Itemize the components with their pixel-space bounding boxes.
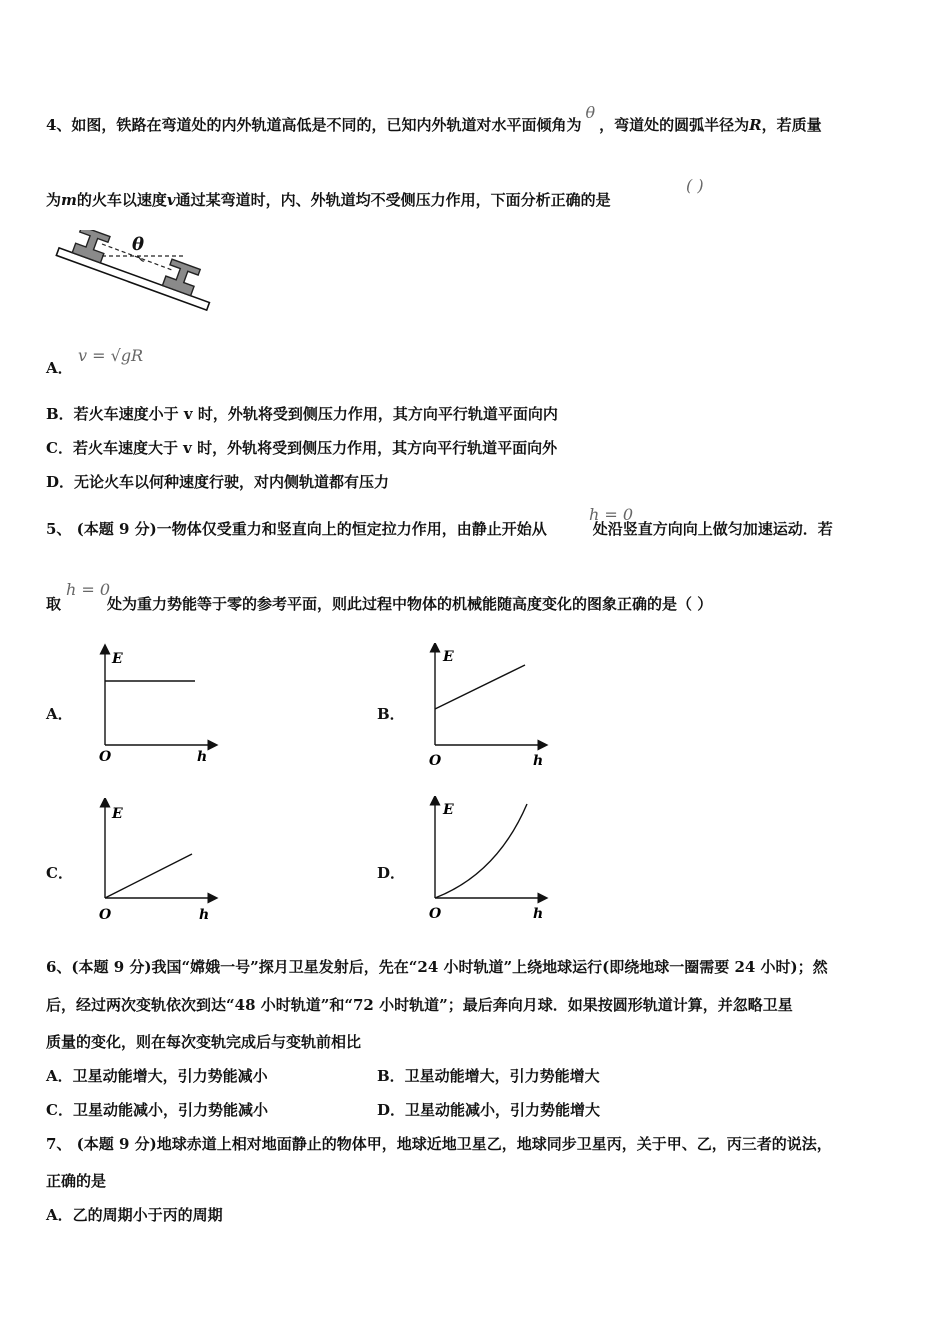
q6-stem-line1: 6、(本题 9 分)我国“嫦娥一号”探月卫星发射后，先在“24 小时轨道”上绕地球运行(即绕地球一圈需要 24 小时)；然: [46, 958, 828, 976]
q5-option-d-label[interactable]: D．: [377, 864, 406, 882]
x-axis-label: h: [533, 906, 544, 922]
energy-curve: [105, 854, 192, 898]
x-axis-label: h: [197, 749, 208, 765]
q4-answer-paren: ( ): [686, 176, 704, 195]
q5-text: 处沿竖直方向向上做匀加速运动．若: [592, 520, 833, 538]
q6-option-a[interactable]: A．卫星动能增大，引力势能减小: [46, 1067, 268, 1085]
q5-text: 处为重力势能等于零的参考平面，则此过程中物体的机械能随高度变化的图象正确的是（ ）: [107, 595, 713, 613]
q6-stem-line3: 质量的变化，则在每次变轨完成后与变轨前相比: [46, 1033, 362, 1051]
radius-symbol: R: [749, 116, 762, 134]
angle-arc: [138, 256, 144, 261]
h-zero-expression: h = 0: [66, 580, 111, 599]
q7-stem-line1: 7、 (本题 9 分)地球赤道上相对地面静止的物体甲，地球近地卫星乙，地球同步卫星丙，关于甲、乙，丙三者的说法，: [46, 1135, 832, 1153]
energy-curve: [435, 665, 525, 709]
q4-stem-line2: [46, 190, 611, 210]
y-axis-label: E: [112, 651, 123, 667]
q4-text: 4、如图，铁路在弯道处的内外轨道高低是不同的，已知内外轨道对水平面倾角为: [46, 116, 582, 134]
q5-option-c-label[interactable]: C．: [46, 864, 73, 882]
q4-text: ，若质量: [761, 116, 822, 134]
mass-symbol: m: [61, 191, 77, 209]
q4-option-a[interactable]: [46, 358, 73, 378]
y-axis-label: E: [443, 649, 454, 665]
q4-option-a-formula: v = √gR: [78, 346, 144, 365]
q5-option-a-label[interactable]: A．: [46, 705, 73, 723]
velocity-symbol: v: [166, 191, 176, 209]
q7-stem-line2: 正确的是: [46, 1172, 107, 1190]
q4-text: ，弯道处的圆弧半径为: [599, 116, 750, 134]
q5-text: 取: [46, 595, 62, 613]
x-axis-label: h: [533, 753, 544, 769]
q4-text: 的火车以速度: [76, 191, 167, 209]
q7-option-a[interactable]: A．乙的周期小于丙的周期: [46, 1206, 223, 1224]
q4-option-b[interactable]: B．若火车速度小于 v 时，外轨将受到侧压力作用，其方向平行轨道平面向内: [46, 405, 558, 423]
graph-d[interactable]: [425, 796, 555, 926]
q4-option-d[interactable]: D．无论火车以何种速度行驶，对内侧轨道都有压力: [46, 473, 390, 491]
q4-option-c[interactable]: C．若火车速度大于 v 时，外轨将受到侧压力作用，其方向平行轨道平面向外: [46, 439, 558, 457]
h-zero-expression: h = 0: [589, 505, 634, 524]
x-axis-label: h: [199, 907, 210, 923]
origin-label: O: [99, 907, 112, 923]
q5-stem-line1: [46, 519, 833, 539]
q6-option-b[interactable]: B．卫星动能增大，引力势能增大: [377, 1067, 600, 1085]
graph-a[interactable]: [95, 643, 225, 773]
q5-text: 5、 (本题 9 分)一物体仅受重力和竖直向上的恒定拉力作用，由静止开始从: [46, 520, 547, 538]
y-axis-label: E: [112, 806, 123, 822]
option-label: A．: [46, 359, 73, 377]
q6-option-c[interactable]: C．卫星动能减小，引力势能减小: [46, 1101, 268, 1119]
q5-stem-line2: [46, 594, 712, 614]
q4-stem-line1: [46, 103, 822, 135]
graph-b[interactable]: [425, 643, 555, 773]
origin-label: O: [429, 906, 442, 922]
energy-curve: [435, 804, 527, 898]
incline-base: [56, 248, 209, 310]
q6-option-d[interactable]: D．卫星动能减小，引力势能增大: [377, 1101, 601, 1119]
theta-symbol: θ: [585, 103, 596, 122]
origin-label: O: [99, 749, 112, 765]
rail-incline-figure: [44, 230, 214, 330]
q4-text: 为: [46, 191, 62, 209]
q4-text: 通过某弯道时，内、外轨道均不受侧压力作用，下面分析正确的是: [175, 191, 611, 209]
graph-c[interactable]: [95, 798, 225, 928]
origin-label: O: [429, 753, 442, 769]
q6-stem-line2: 后，经过两次变轨依次到达“48 小时轨道”和“72 小时轨道”；最后奔向月球．如果按圆形轨道计算，并忽略卫星: [46, 996, 793, 1014]
y-axis-label: E: [443, 802, 454, 818]
figure-theta-label: θ: [132, 234, 145, 255]
q5-option-b-label[interactable]: B．: [377, 705, 405, 723]
